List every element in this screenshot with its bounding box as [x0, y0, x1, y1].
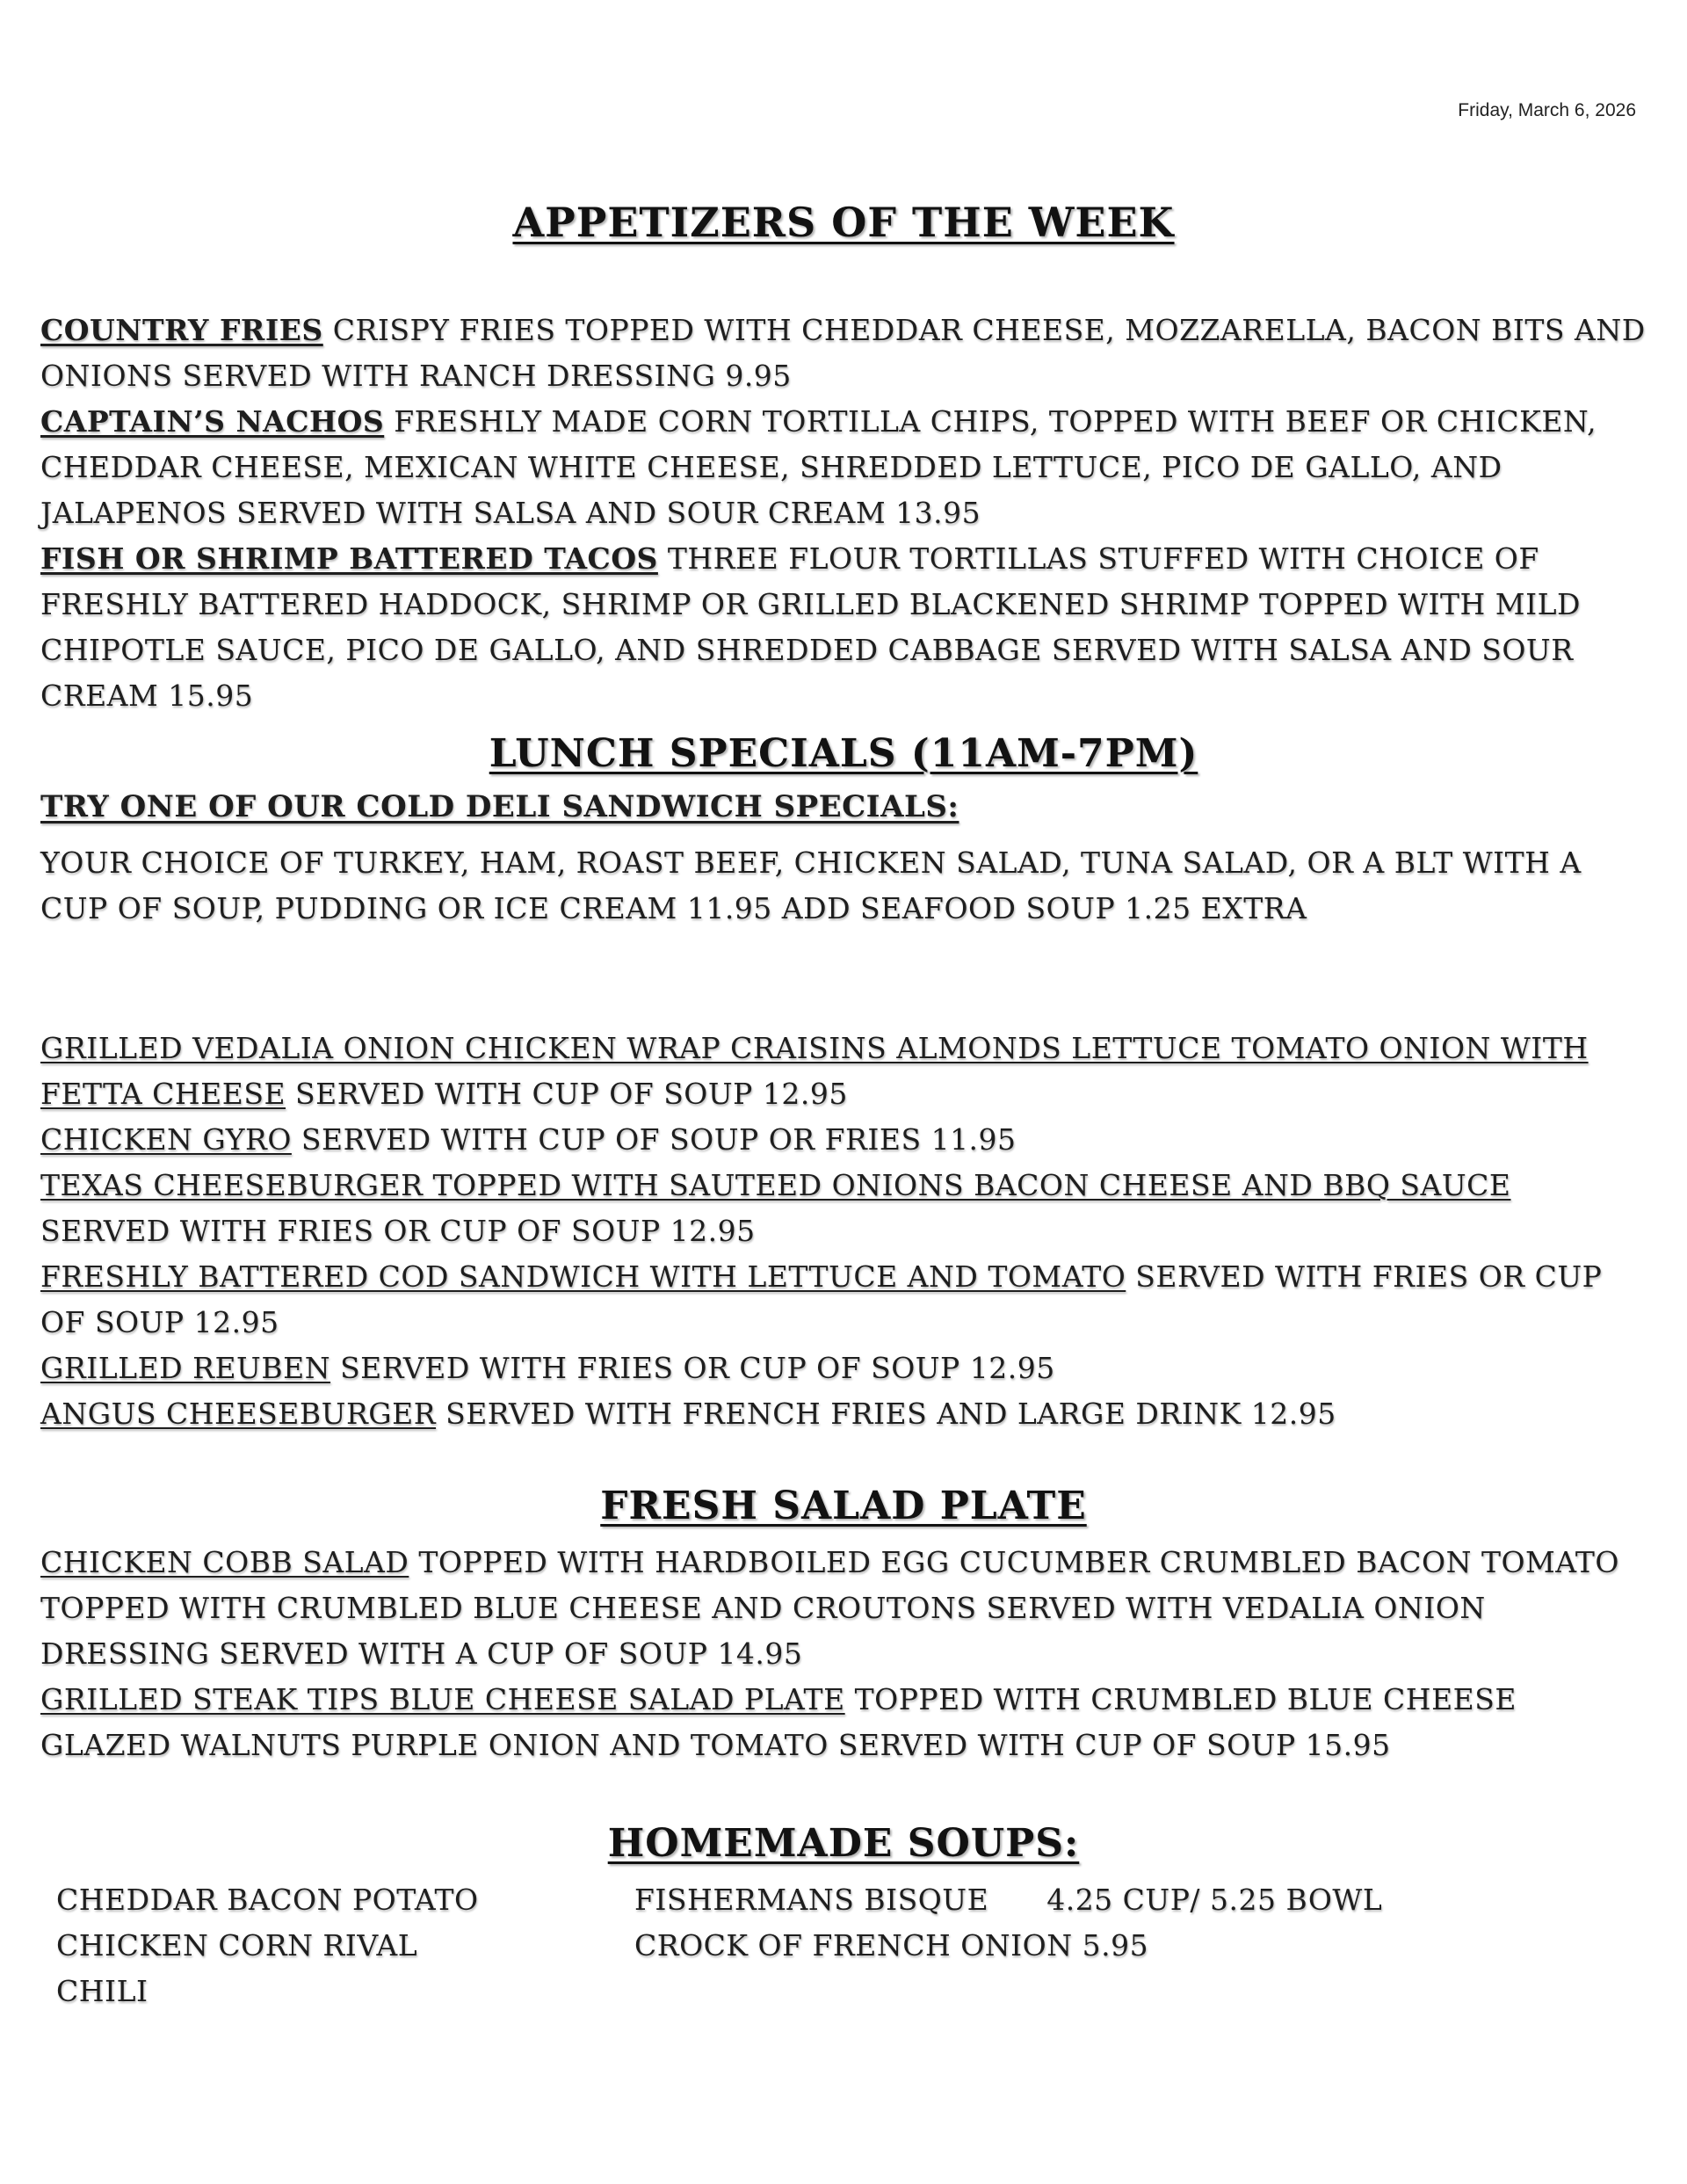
list-item [40, 1540, 1648, 1677]
list-item [40, 1391, 1648, 1437]
soups-right-column [634, 1877, 1645, 1969]
item-description: SERVED WITH FRIES OR CUP OF SOUP 12.95 [330, 1351, 1055, 1385]
list-item [40, 536, 1648, 719]
item-name: TEXAS CHEESEBURGER TOPPED WITH SAUTEED ONIONS BACON CHEESE AND BBQ SAUCE [40, 1168, 1511, 1202]
item-name: COUNTRY FRIES [40, 313, 323, 347]
appetizers-title: APPETIZERS OF THE WEEK [512, 199, 1175, 246]
item-name: FISH OR SHRIMP BATTERED TACOS [40, 541, 658, 576]
deli-text: YOUR CHOICE OF TURKEY, HAM, ROAST BEEF, CHICKEN SALAD, TUNA SALAD, OR A BLT WITH A CUP OF SOUP, PUDDING OR ICE CREAM 11.95 ADD SEAFOOD SOUP 1.25 EXTRA [40, 845, 1582, 925]
item-description: TOPPED WITH CRUMBLED BLUE CHEESE GLAZED WALNUTS PURPLE ONION AND TOMATO SERVED WITH CUP OF SOUP 15.95 [40, 1682, 1517, 1762]
appetizers-list [40, 308, 1648, 719]
menu-date: Friday, March 6, 2026 [1458, 100, 1636, 120]
soup-name: CROCK OF FRENCH ONION 5.95 [634, 1928, 1149, 1963]
soups-title: HOMEMADE SOUPS: [607, 1821, 1080, 1866]
list-item [40, 1026, 1648, 1117]
item-description: TOPPED WITH HARDBOILED EGG CUCUMBER CRUMBLED BACON TOMATO TOPPED WITH CRUMBLED BLUE CHEESE AND CROUTONS SERVED WITH VEDALIA ONION DRESSING SERVED WITH A CUP OF SOUP 14.95 [40, 1545, 1619, 1671]
item-description: SERVED WITH CUP OF SOUP OR FRIES 11.95 [291, 1122, 1017, 1157]
soup-item [634, 1923, 1645, 1969]
item-description: SERVED WITH CUP OF SOUP 12.95 [286, 1077, 848, 1111]
item-name: FRESHLY BATTERED COD SANDWICH WITH LETTUCE AND TOMATO [40, 1259, 1126, 1294]
item-name: GRILLED REUBEN [40, 1351, 331, 1385]
list-item [40, 1163, 1648, 1254]
lunch-title: LUNCH SPECIALS (11AM-7PM) [489, 731, 1198, 776]
soup-item: CHICKEN CORN RIVAL [56, 1928, 418, 1963]
lunch-list [40, 1026, 1648, 1437]
deli-heading: TRY ONE OF OUR COLD DELI SANDWICH SPECIALS: [40, 789, 959, 824]
soup-item [634, 1877, 1645, 1923]
list-item [40, 1254, 1648, 1346]
item-name: GRILLED STEAK TIPS BLUE CHEESE SALAD PLATE [40, 1682, 845, 1716]
list-item [40, 1677, 1648, 1768]
item-description: SERVED WITH FRIES OR CUP OF SOUP 12.95 [40, 1259, 1603, 1339]
list-item [40, 1346, 1648, 1391]
soup-name: FISHERMANS BISQUE [634, 1883, 989, 1917]
item-description: THREE FLOUR TORTILLAS STUFFED WITH CHOICE OF FRESHLY BATTERED HADDOCK, SHRIMP OR GRILLED BLACKENED SHRIMP TOPPED WITH MILD CHIPOTLE SAUCE, PICO DE GALLO, AND SHREDDED CABBAGE SERVED WITH SALSA AND SOUR CREAM 15.95 [40, 541, 1581, 713]
item-description: FRESHLY MADE CORN TORTILLA CHIPS, TOPPED WITH BEEF OR CHICKEN, CHEDDAR CHEESE, MEXICAN WHITE CHEESE, SHREDDED LETTUCE, PICO DE GALLO, AND JALAPENOS SERVED WITH SALSA AND SOUR CREAM 13.95 [40, 404, 1597, 530]
item-name: ANGUS CHEESEBURGER [40, 1397, 437, 1431]
list-item [40, 1117, 1648, 1163]
item-description: SERVED WITH FRENCH FRIES AND LARGE DRINK 12.95 [436, 1397, 1336, 1431]
item-name: GRILLED VEDALIA ONION CHICKEN WRAP CRAISINS ALMONDS LETTUCE TOMATO ONION WITH FETTA CHEESE [40, 1031, 1589, 1111]
item-name: CHICKEN COBB SALAD [40, 1545, 409, 1579]
item-name: CAPTAIN’S NACHOS [40, 404, 385, 439]
salad-list [40, 1540, 1648, 1768]
soup-item: CHEDDAR BACON POTATO [56, 1883, 479, 1917]
list-item [40, 308, 1648, 399]
salad-title: FRESH SALAD PLATE [600, 1484, 1087, 1528]
item-description: SERVED WITH FRIES OR CUP OF SOUP 12.95 [40, 1214, 756, 1248]
soup-price: 4.25 CUP/ 5.25 BOWL [1046, 1883, 1383, 1917]
item-name: CHICKEN GYRO [40, 1122, 292, 1157]
soups-left-column [56, 1877, 601, 2014]
item-description: CRISPY FRIES TOPPED WITH CHEDDAR CHEESE, MOZZARELLA, BACON BITS AND ONIONS SERVED WITH RANCH DRESSING 9.95 [40, 313, 1646, 393]
soup-item: CHILI [56, 1974, 148, 2008]
list-item [40, 399, 1648, 536]
